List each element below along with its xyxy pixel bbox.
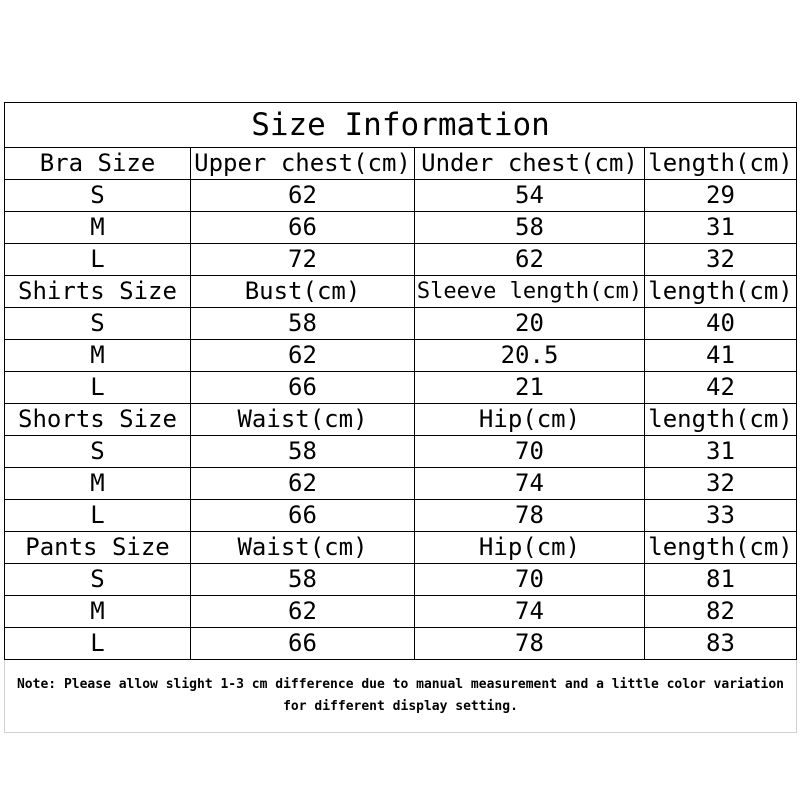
table-row <box>5 308 797 340</box>
size-cell: L <box>5 500 191 532</box>
table-row <box>5 468 797 500</box>
table-row <box>5 628 797 660</box>
value-cell: 20.5 <box>415 340 645 372</box>
value-cell: 20 <box>415 308 645 340</box>
value-cell: 78 <box>415 500 645 532</box>
value-cell: 66 <box>191 500 415 532</box>
table-row <box>5 340 797 372</box>
size-cell: M <box>5 212 191 244</box>
value-cell: 41 <box>645 340 797 372</box>
value-cell: 58 <box>191 436 415 468</box>
section-header-row <box>5 148 797 180</box>
size-cell: S <box>5 436 191 468</box>
value-cell: 31 <box>645 212 797 244</box>
size-table <box>4 102 797 733</box>
value-cell: 58 <box>191 308 415 340</box>
value-cell: 32 <box>645 468 797 500</box>
header-cell: Bust(cm) <box>191 276 415 308</box>
header-cell: length(cm) <box>645 276 797 308</box>
value-cell: 83 <box>645 628 797 660</box>
size-cell: M <box>5 596 191 628</box>
value-cell: 70 <box>415 564 645 596</box>
value-cell: 66 <box>191 372 415 404</box>
size-cell: M <box>5 468 191 500</box>
header-cell: Upper chest(cm) <box>191 148 415 180</box>
value-cell: 66 <box>191 212 415 244</box>
value-cell: 31 <box>645 436 797 468</box>
value-cell: 62 <box>191 180 415 212</box>
size-cell: M <box>5 340 191 372</box>
section-header-row <box>5 532 797 564</box>
value-cell: 62 <box>191 468 415 500</box>
value-cell: 21 <box>415 372 645 404</box>
value-cell: 81 <box>645 564 797 596</box>
note-row <box>5 660 797 733</box>
header-cell: Hip(cm) <box>415 532 645 564</box>
value-cell: 32 <box>645 244 797 276</box>
value-cell: 62 <box>415 244 645 276</box>
value-cell: 78 <box>415 628 645 660</box>
value-cell: 54 <box>415 180 645 212</box>
value-cell: 62 <box>191 340 415 372</box>
table-row <box>5 180 797 212</box>
value-cell: 58 <box>191 564 415 596</box>
section-header-row <box>5 276 797 308</box>
value-cell: 66 <box>191 628 415 660</box>
table-row <box>5 436 797 468</box>
table-row <box>5 564 797 596</box>
table-row <box>5 212 797 244</box>
value-cell: 74 <box>415 468 645 500</box>
header-cell: Waist(cm) <box>191 404 415 436</box>
value-cell: 70 <box>415 436 645 468</box>
value-cell: 62 <box>191 596 415 628</box>
note-text: Note: Please allow slight 1-3 cm difference due to manual measurement and a little color variation for different display setting. <box>5 660 797 733</box>
size-chart <box>4 102 796 733</box>
value-cell: 42 <box>645 372 797 404</box>
table-row <box>5 596 797 628</box>
value-cell: 82 <box>645 596 797 628</box>
value-cell: 33 <box>645 500 797 532</box>
size-cell: S <box>5 308 191 340</box>
header-cell: Waist(cm) <box>191 532 415 564</box>
size-cell: S <box>5 564 191 596</box>
size-cell: L <box>5 628 191 660</box>
table-row <box>5 372 797 404</box>
value-cell: 58 <box>415 212 645 244</box>
value-cell: 74 <box>415 596 645 628</box>
header-cell: length(cm) <box>645 404 797 436</box>
table-row <box>5 500 797 532</box>
header-cell-size: Shirts Size <box>5 276 191 308</box>
header-cell-size: Pants Size <box>5 532 191 564</box>
header-cell: Sleeve length(cm) <box>415 276 645 308</box>
value-cell: 40 <box>645 308 797 340</box>
header-cell-size: Bra Size <box>5 148 191 180</box>
header-cell: Hip(cm) <box>415 404 645 436</box>
header-cell-size: Shorts Size <box>5 404 191 436</box>
title-row <box>5 103 797 148</box>
header-cell: length(cm) <box>645 148 797 180</box>
size-cell: L <box>5 244 191 276</box>
size-cell: L <box>5 372 191 404</box>
size-cell: S <box>5 180 191 212</box>
page-title: Size Information <box>5 103 797 148</box>
value-cell: 72 <box>191 244 415 276</box>
value-cell: 29 <box>645 180 797 212</box>
table-row <box>5 244 797 276</box>
header-cell: length(cm) <box>645 532 797 564</box>
header-cell: Under chest(cm) <box>415 148 645 180</box>
section-header-row <box>5 404 797 436</box>
